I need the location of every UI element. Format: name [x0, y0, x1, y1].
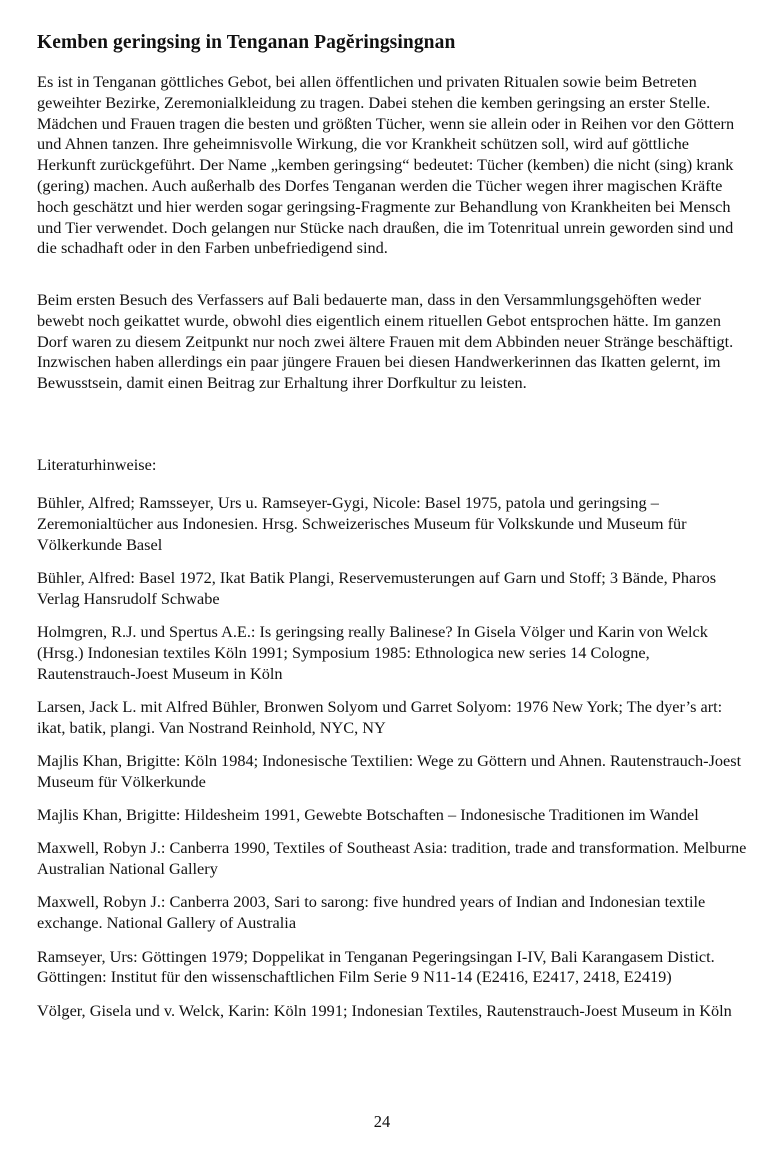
literature-heading: Literaturhinweise: — [37, 455, 157, 474]
reference-item: Maxwell, Robyn J.: Canberra 1990, Textiles of Southeast Asia: tradition, trade and transformation. Melburne Australian National Gallery — [37, 838, 747, 879]
page-title: Kemben geringsing in Tenganan Pagĕringsingnan — [37, 32, 456, 53]
reference-item: Ramseyer, Urs: Göttingen 1979; Doppelikat in Tenganan Pegeringsingan I-IV, Bali Karangasem Distict. Göttingen: Institut für den wissenschaftlichen Film Serie 9 N11-14 (E2416, E2417, 2418, E2419) — [37, 946, 715, 987]
reference-item: Maxwell, Robyn J.: Canberra 2003, Sari to sarong: five hundred years of Indian and Indonesian textile exchange. National Gallery of Australia — [37, 892, 706, 933]
reference-item: Holmgren, R.J. und Spertus A.E.: Is geringsing really Balinese? In Gisela Völger und Karin von Welck (Hrsg.) Indonesian textiles Köln 1991; Symposium 1985: Ethnologica new series 14 Cologne, Rautenstrauch-Joest Museum in Köln — [37, 621, 708, 683]
reference-item: Majlis Khan, Brigitte: Hildesheim 1991, Gewebte Botschaften – Indonesische Traditionen im Wandel — [37, 805, 699, 825]
reference-list — [37, 493, 749, 1034]
page-number: 24 — [373, 1112, 391, 1131]
reference-item: Larsen, Jack L. mit Alfred Bühler, Bronwen Solyom und Garret Solyom: 1976 New York; The dyer’s art: ikat, batik, plangi. Van Nostrand Reinhold, NYC, NY — [37, 696, 723, 737]
reference-item: Bühler, Alfred: Basel 1972, Ikat Batik Plangi, Reservemusterungen auf Garn und Stoff; 3 Bände, Pharos Verlag Hansrudolf Schwabe — [37, 567, 717, 608]
reference-item: Majlis Khan, Brigitte: Köln 1984; Indonesische Textilien: Wege zu Göttern und Ahnen. Rautenstrauch-Joest Museum für Völkerkunde — [37, 750, 742, 791]
body-paragraph-2: Beim ersten Besuch des Verfassers auf Bali bedauerte man, dass in den Versammlungsgehöften weder bewebt noch geikattet wurde, obwohl dies eigentlich einem rituellen Gebot entsprochen hätte. Im ganzen Dorf waren zu diesem Zeitpunkt nur noch zwei ältere Frauen mit dem Abbinden neuer Stränge beschäftigt. Inzwischen haben allerdings ein paar jüngere Frauen bei diesen Handwerkerinnen das Ikatten gelernt, im Bewusstsein, damit einen Beitrag zur Erhaltung ihrer Dorfkultur zu leisten. — [37, 290, 734, 393]
reference-item: Bühler, Alfred; Ramsseyer, Urs u. Ramseyer-Gygi, Nicole: Basel 1975, patola und geringsing – Zeremonialtücher aus Indonesien. Hrsg. Schweizerisches Museum für Volkskunde und Museum für Völkerkunde Basel — [37, 493, 687, 554]
reference-item: Völger, Gisela und v. Welck, Karin: Köln 1991; Indonesian Textiles, Rautenstrauch-Joest Museum in Köln — [37, 1000, 732, 1020]
body-paragraph-1: Es ist in Tenganan göttliches Gebot, bei allen öffentlichen und privaten Ritualen sowie beim Betreten geweihter Bezirke, Zeremonialkleidung zu tragen. Dabei stehen die kemben geringsing an erster Stelle. Mädchen und Frauen tragen die besten und größten Tücher, wenn sie allein oder in Reihen vor den Göttern und Ahnen tanzen. Ihre geheimnisvolle Wirkung, die vor Krankheit schützen soll, wird auf göttliche Herkunft zurückgeführt. Der Name „kemben geringsing“ bedeutet: Tücher (kemben) die nicht (sing) krank (gering) machen. Auch außerhalb des Dorfes Tenganan werden die Tücher wegen ihrer magischen Kräfte hoch geschätzt und hier werden sogar geringsing-Fragmente zur Behandlung von Krankheiten bei Mensch und Tier verwendet. Doch gelangen nur Stücke nach draußen, die im Totenritual unrein geworden sind und die schadhaft oder in den Farben unbefriedigend sind. — [37, 72, 735, 258]
